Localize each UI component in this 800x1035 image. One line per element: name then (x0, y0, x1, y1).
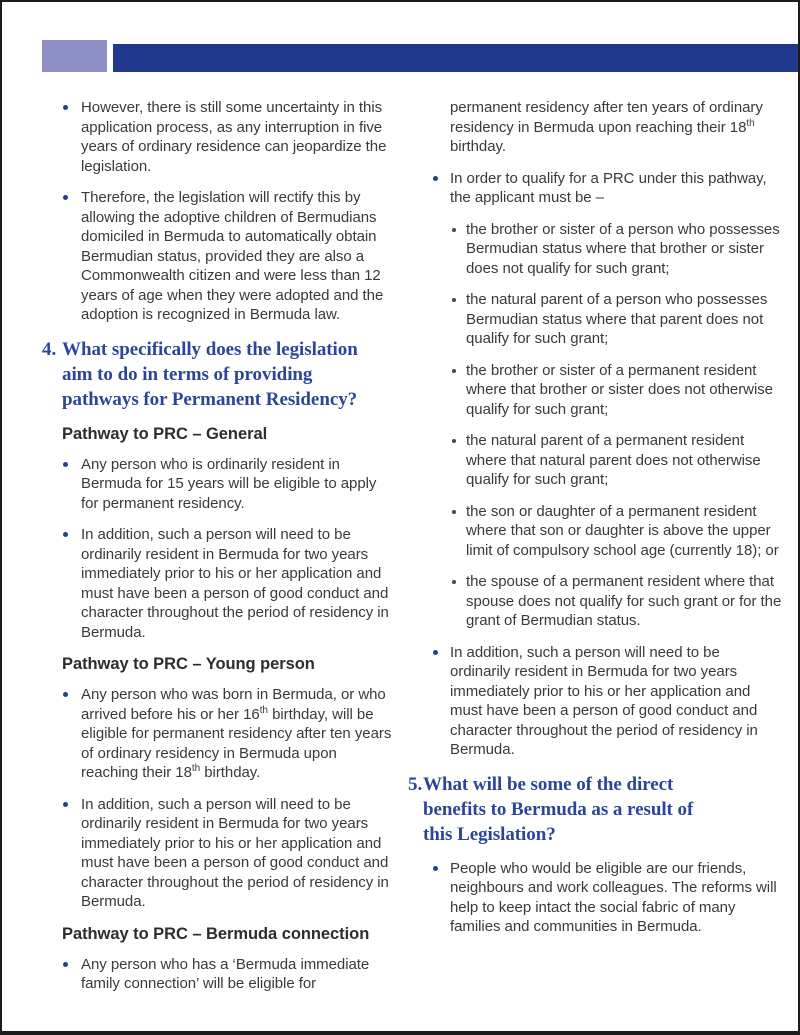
bullet-text: the spouse of a permanent resident where that spouse does not qualify for such grant or for the grant of Bermudian status. (466, 573, 782, 629)
bullet-dot-icon (433, 176, 438, 181)
sub-bullet-item (422, 220, 782, 279)
bullet-dot-icon (63, 462, 68, 467)
bullet-text: Therefore, the legislation will rectify this by allowing the adoptive children of Bermudians domiciled in Bermuda to automatically obtain Bermudian status, provided they are also a Commonwealth citizen and were less than 12 years of age when they were adopted and the adoption is recognized in Bermuda law. (81, 189, 384, 323)
bullet-dot-icon (63, 692, 68, 697)
question-heading (408, 772, 782, 847)
bullet-text: In order to qualify for a PRC under this pathway, the applicant must be – (450, 169, 767, 206)
bullet-dot-icon (63, 105, 68, 110)
question-heading (42, 337, 394, 412)
bullet-item (42, 455, 394, 514)
sub-bullet-item (422, 290, 782, 349)
bullet-dot-icon (63, 962, 68, 967)
bullet-item (422, 169, 782, 208)
bullet-text: People who would be eligible are our friends, neighbours and work colleagues. The reforms will help to keep intact the social fabric of many families and communities in Bermuda. (450, 859, 777, 935)
bullet-text: In addition, such a person will need to be ordinarily resident in Bermuda for two years immediately prior to his or her application and must have been a person of good conduct and character throughout the period of residency in Bermuda. (81, 795, 389, 910)
bullet-text: the natural parent of a permanent resident where that natural parent does not otherwise qualify for such grant; (466, 432, 761, 488)
bullet-text: Any person who was born in Bermuda, or who arrived before his or her 16th birthday, will be eligible for permanent residency after ten years of ordinary residency in Bermuda upon reaching their 18th birthday. (81, 686, 392, 781)
header-accent-square (42, 40, 107, 72)
bullet-item (42, 98, 394, 176)
bullet-text: the brother or sister of a permanent resident where that brother or sister does not otherwise qualify for such grant; (466, 361, 773, 418)
bullet-dot-icon (452, 510, 456, 514)
bullet-text: In addition, such a person will need to be ordinarily resident in Bermuda for two years immediately prior to his or her application and must have been a person of good conduct and character throughout the period of residency in Bermuda. (81, 526, 389, 641)
bullet-dot-icon (452, 439, 456, 443)
bullet-dot-icon (433, 866, 438, 871)
header-accent-bar (113, 44, 798, 72)
bullet-dot-icon (63, 195, 68, 200)
bullet-text: Any person who has a ‘Bermuda immediate family connection’ will be eligible for (81, 955, 370, 992)
bullet-item (422, 859, 782, 937)
bullet-text: the son or daughter of a permanent resident where that son or daughter is above the upper limit of compulsory school age (currently 18); or (466, 502, 779, 559)
pathway-subheading: Pathway to PRC – General (62, 424, 268, 443)
bullet-dot-icon (452, 228, 456, 232)
bullet-item (42, 955, 394, 994)
bullet-text: the natural parent of a person who possesses Bermudian status where that parent does not qualify for such grant; (466, 291, 768, 347)
question-text: What specifically does the legislation aim to do in terms of providing pathways for Permanent Residency? (62, 338, 358, 410)
bullet-text: However, there is still some uncertainty in this application process, as any interruption in five years of ordinary residence can jeopardize the legislation. (81, 99, 387, 175)
bullet-dot-icon (63, 802, 68, 807)
question-number: 5. (408, 773, 423, 795)
pathway-subheading: Pathway to PRC – Young person (62, 655, 315, 673)
bullet-item (42, 795, 394, 912)
paragraph-continuation (422, 98, 782, 157)
sub-bullet-item (422, 361, 782, 420)
bullet-dot-icon (452, 580, 456, 584)
bullet-item (42, 685, 394, 783)
pathway-subheading: Pathway to PRC – Bermuda connection (62, 924, 370, 943)
bullet-item (422, 643, 782, 760)
bullet-text: the brother or sister of a person who possesses Bermudian status where that brother or sister does not qualify for such grant; (466, 220, 780, 277)
question-text: What will be some of the direct benefits to Bermuda as a result of this Legislation? (423, 773, 694, 845)
bullet-dot-icon (452, 298, 456, 302)
right-column (408, 98, 782, 949)
bullet-dot-icon (452, 369, 456, 373)
bullet-dot-icon (433, 650, 438, 655)
left-column (42, 98, 394, 1006)
sub-bullet-item (422, 431, 782, 490)
sub-bullet-item (422, 502, 782, 561)
bullet-text: Any person who is ordinarily resident in Bermuda for 15 years will be eligible to apply for permanent residency. (81, 455, 377, 512)
question-number: 4. (42, 338, 57, 360)
bullet-item (42, 188, 394, 325)
sub-bullet-item (422, 572, 782, 631)
paragraph-text: permanent residency after ten years of ordinary residency in Bermuda upon reaching their 18th birthday. (450, 99, 763, 155)
bullet-text: In addition, such a person will need to be ordinarily resident in Bermuda for two years immediately prior to his or her application and must have been a person of good conduct and character throughout the period of residency in Bermuda. (450, 643, 758, 758)
bullet-dot-icon (63, 532, 68, 537)
bullet-item (42, 525, 394, 642)
